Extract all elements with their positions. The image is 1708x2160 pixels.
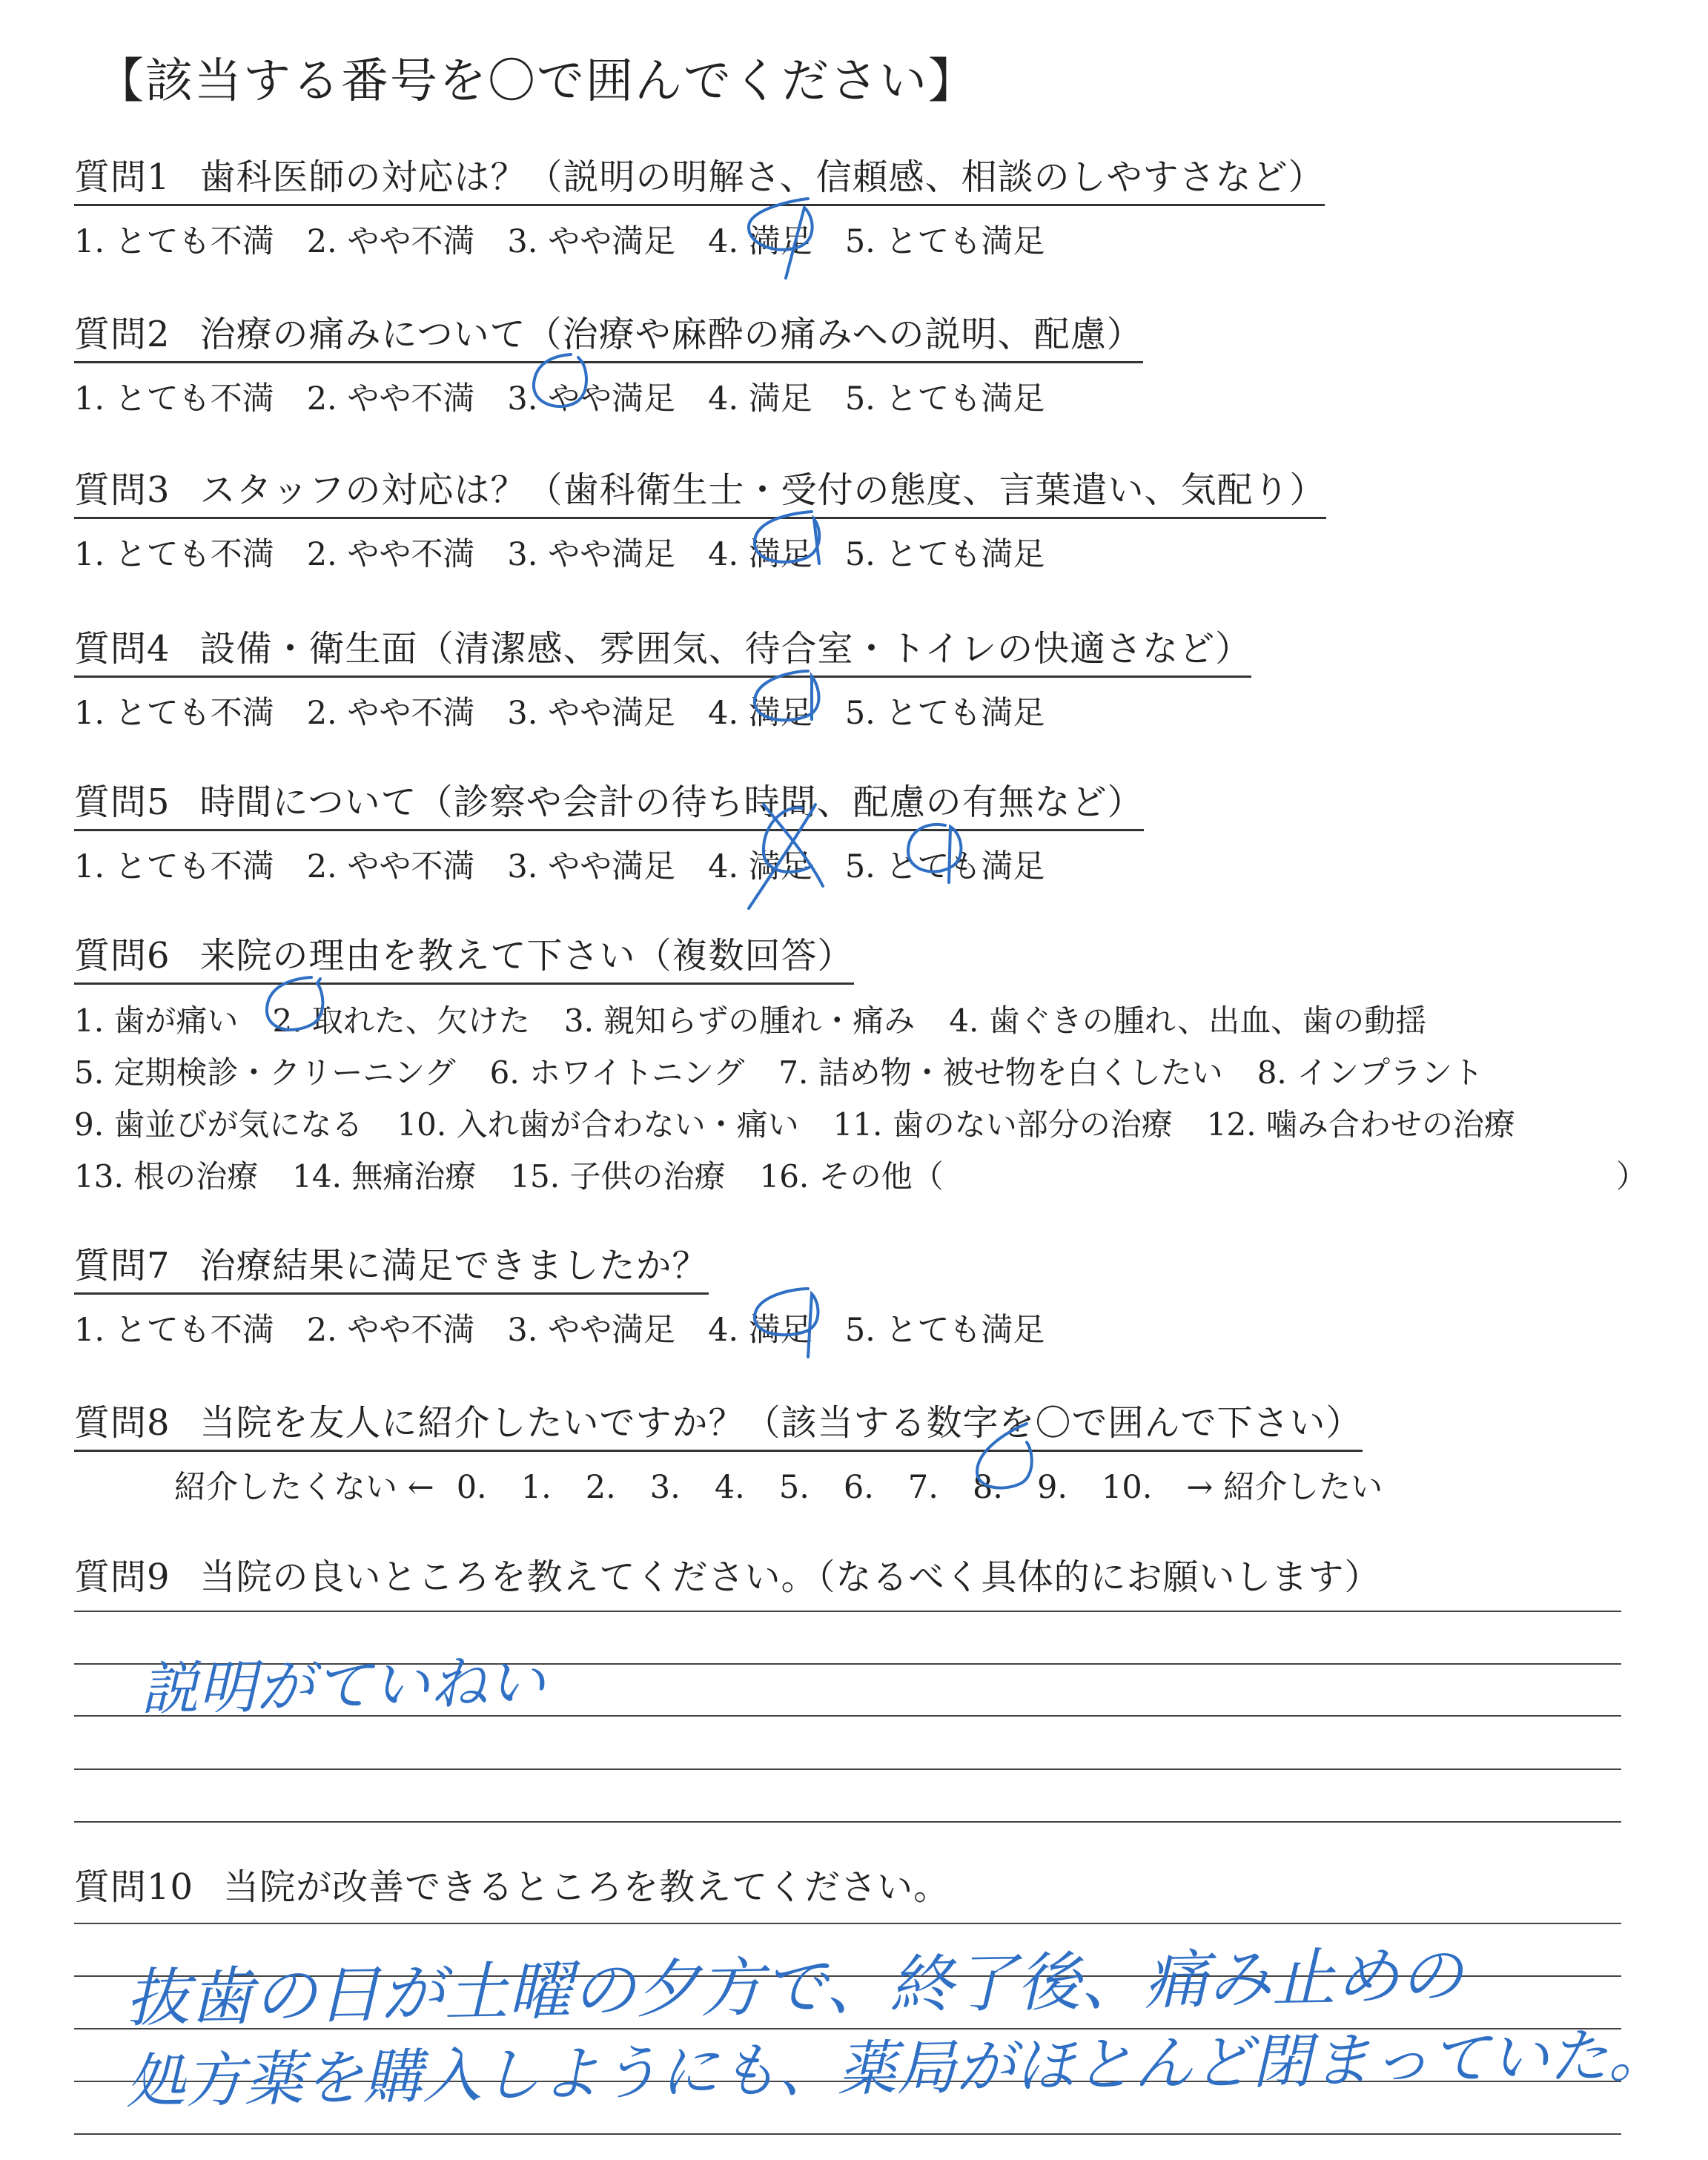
answer-line xyxy=(74,2028,1621,2029)
option-2[interactable]: 2. やや不満 xyxy=(306,380,475,417)
option-1[interactable]: 1. とても不満 xyxy=(74,536,274,573)
option-3[interactable]: 3. やや満足 xyxy=(507,848,676,885)
option-4[interactable]: 4. 満足 xyxy=(708,848,812,885)
answer-line xyxy=(74,1923,1621,1924)
option-1[interactable]: 1. とても不満 xyxy=(74,1312,274,1349)
question-7-title: 質問7 治療結果に満足できましたか？ xyxy=(74,1237,709,1295)
option-3[interactable]: 3. やや満足 xyxy=(507,380,676,417)
question-9-title: 質問9 当院の良いところを教えてください。（なるべく具体的にお願いします） xyxy=(74,1556,1381,1598)
question-3 xyxy=(74,461,1326,575)
option-1[interactable]: 1. とても不満 xyxy=(74,695,274,732)
option-10[interactable]: 10. 入れ歯が合わない・痛い xyxy=(397,1106,799,1143)
answer-line xyxy=(74,1821,1621,1823)
option-5[interactable]: 5. とても満足 xyxy=(844,223,1045,260)
option-14[interactable]: 14. 無痛治療 xyxy=(292,1158,477,1195)
option-12[interactable]: 12. 噛み合わせの治療 xyxy=(1206,1106,1515,1143)
option-3[interactable]: 3. やや満足 xyxy=(507,536,676,573)
scale-3[interactable]: 3. xyxy=(649,1469,681,1506)
option-3[interactable]: 3. やや満足 xyxy=(507,695,676,732)
answer-line xyxy=(74,1768,1621,1770)
option-4[interactable]: 4. 満足 xyxy=(708,695,812,732)
option-2[interactable]: 2. やや不満 xyxy=(306,695,475,732)
option-4[interactable]: 4. 満足 xyxy=(708,380,812,417)
answer-line xyxy=(74,2081,1621,2082)
option-4[interactable]: 4. 歯ぐきの腫れ、出血、歯の動揺 xyxy=(949,1003,1427,1039)
question-5-options xyxy=(74,842,1144,887)
option-7[interactable]: 7. 詰め物・被せ物を白くしたい xyxy=(778,1054,1223,1091)
question-6-options xyxy=(74,995,1648,1203)
option-16[interactable]: 16. その他（ xyxy=(759,1158,944,1195)
recommendation-scale xyxy=(74,1462,1405,1507)
question-3-title: 質問3 スタッフの対応は？（歯科衛生士・受付の態度、言葉遣い、気配り） xyxy=(74,461,1326,519)
option-13[interactable]: 13. 根の治療 xyxy=(74,1158,259,1195)
question-8 xyxy=(74,1394,1405,1507)
question-2 xyxy=(74,305,1143,419)
question-5 xyxy=(74,773,1144,887)
question-5-title: 質問5 時間について（診察や会計の待ち時間、配慮の有無など） xyxy=(74,773,1144,831)
option-5[interactable]: 5. 定期検診・クリーニング xyxy=(74,1054,456,1091)
scale-0[interactable]: 0. xyxy=(456,1469,487,1506)
options-row-2 xyxy=(74,1047,1517,1099)
options-row-4 xyxy=(74,1151,1648,1203)
scale-6[interactable]: 6. xyxy=(843,1469,874,1506)
question-7-options xyxy=(74,1305,1078,1350)
question-2-options xyxy=(74,374,1143,419)
option-2[interactable]: 2. 取れた、欠けた xyxy=(272,1003,530,1039)
scale-left-label: 紹介したくない ← xyxy=(174,1469,434,1506)
question-1 xyxy=(74,148,1325,262)
answer-line xyxy=(74,1715,1621,1717)
option-5[interactable]: 5. とても満足 xyxy=(844,848,1045,885)
question-2-title: 質問2 治療の痛みについて（治療や麻酔の痛みへの説明、配慮） xyxy=(74,305,1143,363)
option-4[interactable]: 4. 満足 xyxy=(708,1312,812,1349)
option-6[interactable]: 6. ホワイトニング xyxy=(489,1054,745,1091)
question-7 xyxy=(74,1237,1078,1350)
scale-8[interactable]: 8. xyxy=(972,1469,1003,1506)
option-2[interactable]: 2. やや不満 xyxy=(306,1312,475,1349)
question-4-options xyxy=(74,688,1251,733)
answer-line xyxy=(74,1663,1621,1665)
question-4 xyxy=(74,620,1251,733)
scale-1[interactable]: 1. xyxy=(520,1469,552,1506)
scale-9[interactable]: 9. xyxy=(1036,1469,1068,1506)
answer-line xyxy=(74,2133,1621,2135)
scale-right-label: → 紹介したい xyxy=(1186,1469,1383,1506)
answer-line xyxy=(74,1611,1621,1612)
question-6 xyxy=(74,927,1648,1203)
handwritten-answer-q9: 説明がていねい xyxy=(139,1649,546,1723)
option-1[interactable]: 1. とても不満 xyxy=(74,848,274,885)
option-4[interactable]: 4. 満足 xyxy=(708,536,812,573)
option-5[interactable]: 5. とても満足 xyxy=(844,536,1045,573)
option-5[interactable]: 5. とても満足 xyxy=(844,1312,1045,1349)
question-3-options xyxy=(74,529,1326,575)
options-row-1 xyxy=(74,995,1517,1047)
option-11[interactable]: 11. 歯のない部分の治療 xyxy=(833,1106,1173,1143)
handwritten-answer-q10-line2: 処方薬を購入しようにも、薬局がほとんど閉まっていた。 xyxy=(125,2020,1669,2116)
question-1-title: 質問1 歯科医師の対応は？（説明の明解さ、信頼感、相談のしやすさなど） xyxy=(74,148,1325,206)
option-3[interactable]: 3. 親知らずの腫れ・痛み xyxy=(563,1003,916,1039)
option-5[interactable]: 5. とても満足 xyxy=(844,695,1045,732)
scale-5[interactable]: 5. xyxy=(778,1469,810,1506)
scale-7[interactable]: 7. xyxy=(907,1469,939,1506)
option-3[interactable]: 3. やや満足 xyxy=(507,1312,676,1349)
option-1[interactable]: 1. とても不満 xyxy=(74,380,274,417)
question-4-title: 質問4 設備・衛生面（清潔感、雰囲気、待合室・トイレの快適さなど） xyxy=(74,620,1251,678)
option-3[interactable]: 3. やや満足 xyxy=(507,223,676,260)
option-2[interactable]: 2. やや不満 xyxy=(306,223,475,260)
question-10-title: 質問10 当院が改善できるところを教えてください。 xyxy=(74,1866,950,1908)
option-2[interactable]: 2. やや不満 xyxy=(306,536,475,573)
scale-2[interactable]: 2. xyxy=(585,1469,616,1506)
scale-4[interactable]: 4. xyxy=(714,1469,745,1506)
question-6-title: 質問6 来院の理由を教えて下さい（複数回答） xyxy=(74,927,854,985)
options-row-3 xyxy=(74,1099,1517,1151)
option-15[interactable]: 15. 子供の治療 xyxy=(510,1158,726,1195)
instruction-header: 【該当する番号を〇で囲んでください】 xyxy=(96,54,977,109)
other-close-paren: ） xyxy=(1616,1158,1648,1195)
handwritten-answer-q10-line1: 抜歯の日が土曜の夕方で、終了後、痛み止めの xyxy=(125,1938,1464,2036)
question-1-options xyxy=(74,217,1325,262)
option-1[interactable]: 1. 歯が痛い xyxy=(74,1003,239,1039)
option-1[interactable]: 1. とても不満 xyxy=(74,223,274,260)
scale-10[interactable]: 10. xyxy=(1102,1469,1153,1506)
option-2[interactable]: 2. やや不満 xyxy=(306,848,475,885)
question-8-title: 質問8 当院を友人に紹介したいですか？（該当する数字を〇で囲んで下さい） xyxy=(74,1394,1363,1452)
option-8[interactable]: 8. インプラント xyxy=(1257,1054,1484,1091)
option-4[interactable]: 4. 満足 xyxy=(708,223,812,260)
option-5[interactable]: 5. とても満足 xyxy=(844,380,1045,417)
option-9[interactable]: 9. 歯並びが気になる xyxy=(74,1106,363,1143)
answer-line xyxy=(74,1975,1621,1977)
